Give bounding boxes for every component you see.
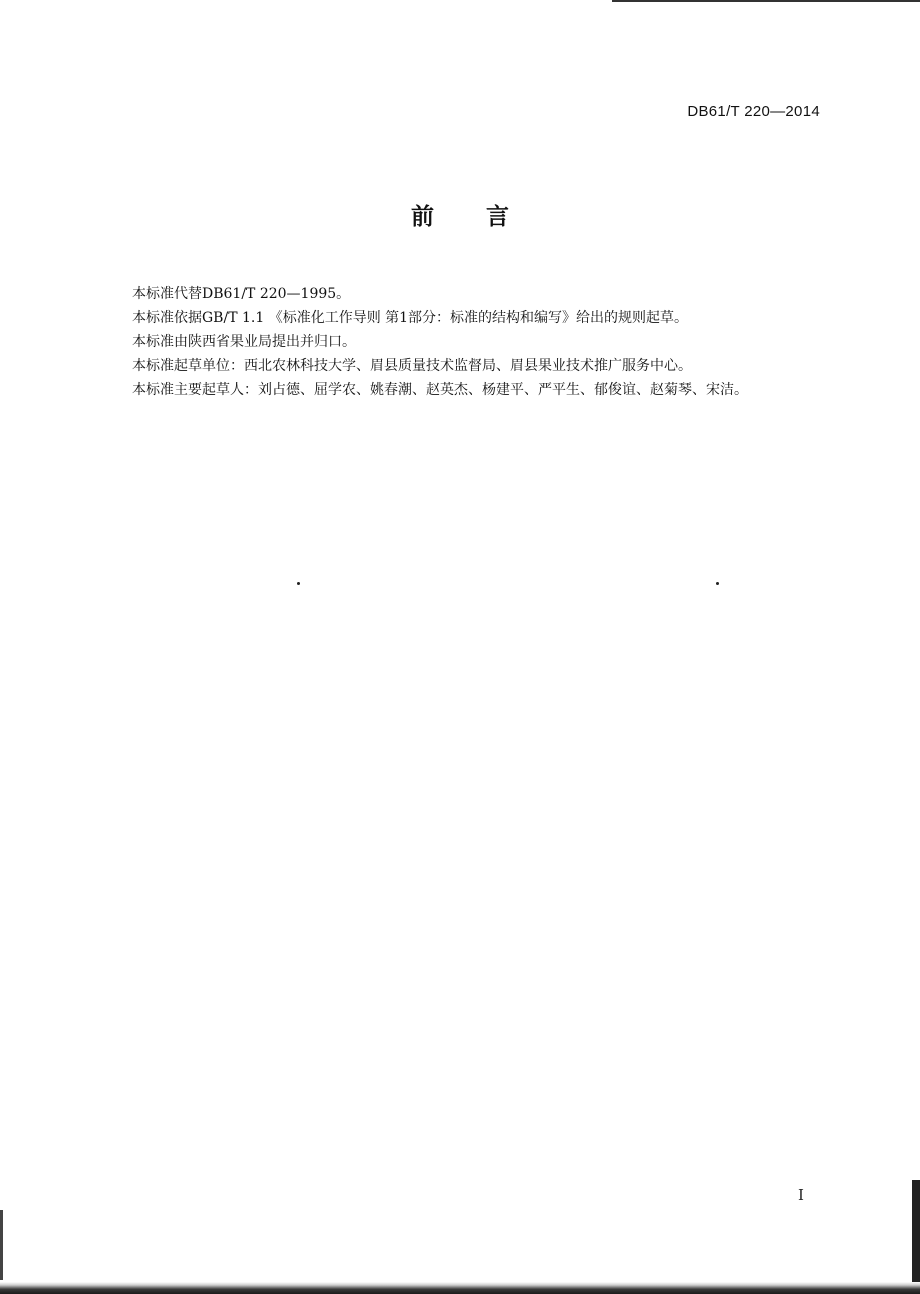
scan-speck: [716, 582, 719, 585]
scan-edge-left: [0, 1210, 3, 1280]
foreword-line: 本标准主要起草人：刘占德、屈学农、姚春潮、赵英杰、杨建平、严平生、郁俊谊、赵菊琴、宋洁。: [132, 382, 748, 398]
foreword-line: 本标准代替DB61/T 220—1995。: [132, 286, 351, 302]
foreword-line: 本标准起草单位：西北农林科技大学、眉县质量技术监督局、眉县果业技术推广服务中心。: [132, 358, 692, 374]
scan-edge-right: [912, 1180, 920, 1294]
page-number: I: [798, 1186, 804, 1204]
scan-edge-bottom: [0, 1282, 920, 1294]
scan-speck: [297, 582, 300, 585]
page-title: 前言: [411, 204, 561, 230]
document-code: DB61/T 220—2014: [687, 103, 820, 120]
foreword-line: 本标准由陕西省果业局提出并归口。: [132, 334, 356, 350]
foreword-line: 本标准依据GB/T 1.1 《标准化工作导则 第1部分：标准的结构和编写》给出的规则起草。: [132, 310, 689, 326]
foreword-body: [132, 282, 832, 402]
scan-edge-top: [612, 0, 920, 2]
